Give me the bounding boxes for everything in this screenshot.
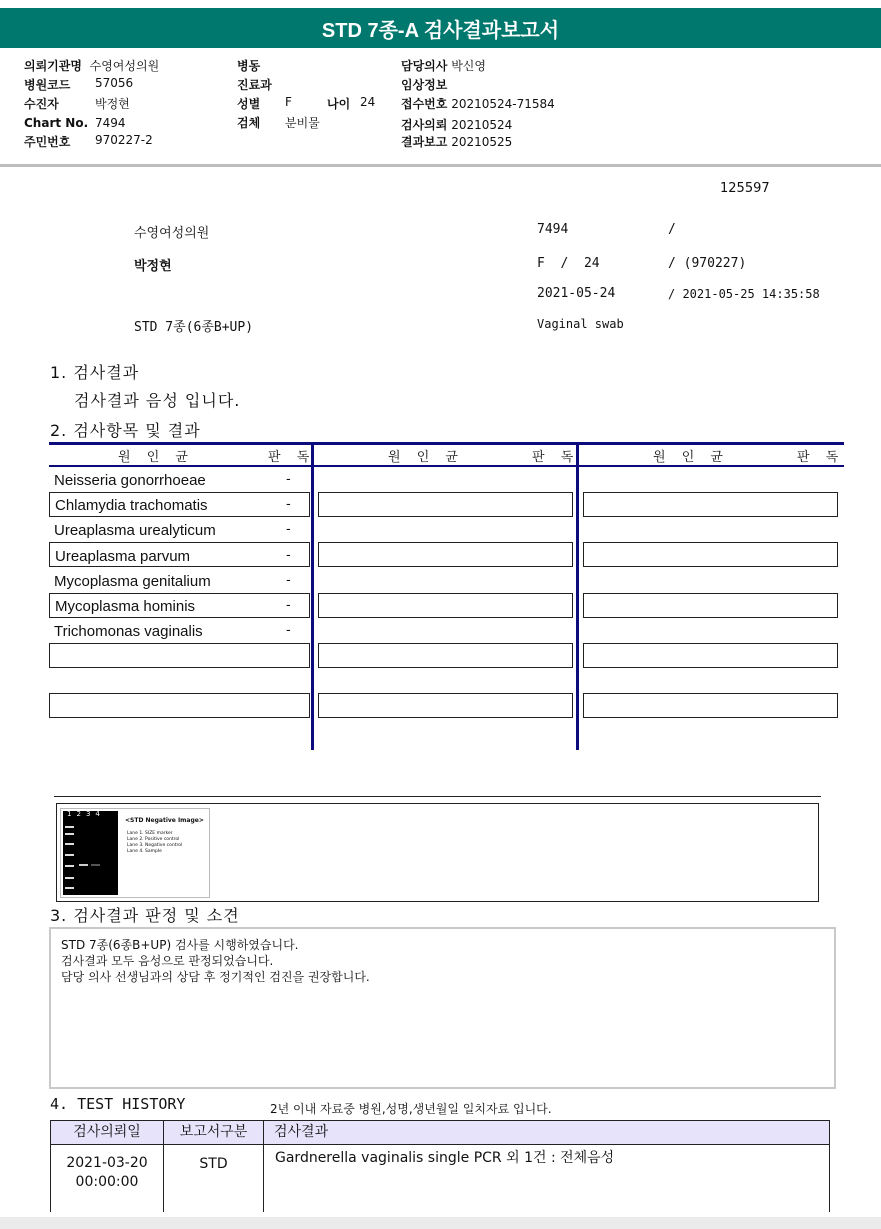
history-table bbox=[50, 1120, 830, 1212]
history-right-border bbox=[829, 1144, 830, 1212]
empty-cell bbox=[318, 593, 573, 618]
print-request-date: 2021-05-24 bbox=[537, 286, 616, 301]
request-row: 검사의뢰 20210524 bbox=[401, 118, 513, 132]
print-slash: / bbox=[668, 222, 676, 237]
col-reading-2: 판 독 bbox=[532, 450, 580, 465]
organism-result: - bbox=[286, 522, 291, 537]
hospital-code-value: 57056 bbox=[95, 76, 134, 90]
empty-cell bbox=[318, 643, 573, 668]
table-divider-2 bbox=[576, 442, 579, 750]
empty-cell bbox=[583, 643, 838, 668]
col-organism-2: 원 인 균 bbox=[388, 450, 464, 465]
print-id: 125597 bbox=[720, 181, 770, 196]
empty-cell bbox=[583, 542, 838, 567]
history-col-type: 보고서구분 bbox=[163, 1120, 264, 1145]
header-divider bbox=[0, 164, 881, 167]
resident-label: 주민번호 bbox=[24, 135, 71, 149]
ward-label: 병동 bbox=[237, 59, 261, 73]
doctor-row: 담당의사 박신영 bbox=[401, 59, 486, 73]
empty-cell bbox=[49, 643, 310, 668]
opinion-box bbox=[49, 927, 836, 1089]
organism-result: - bbox=[286, 497, 291, 512]
empty-cell bbox=[583, 593, 838, 618]
organism-result: - bbox=[286, 598, 291, 613]
sex-label: 성별 bbox=[237, 97, 261, 111]
print-specimen: Vaginal swab bbox=[537, 317, 624, 331]
receipt-row: 접수번호 20210524-71584 bbox=[401, 97, 555, 111]
table-top-rule bbox=[49, 442, 844, 445]
organism-name: Ureaplasma urealyticum bbox=[54, 522, 216, 539]
section1-heading: 1. 검사결과 bbox=[50, 363, 140, 382]
print-dob: / (970227) bbox=[668, 256, 747, 271]
report-row: 결과보고 20210525 bbox=[401, 135, 513, 149]
gel-title: <STD Negative Image> bbox=[125, 817, 204, 824]
gel-top-rule bbox=[54, 796, 821, 797]
section2-heading: 2. 검사항목 및 결과 bbox=[50, 421, 201, 440]
chart-value: 7494 bbox=[95, 116, 126, 130]
empty-cell bbox=[583, 492, 838, 517]
col-reading-1: 판 독 bbox=[268, 450, 316, 465]
opinion-line: 담당 의사 선생님과의 상담 후 정기적인 검진을 권장합니다. bbox=[61, 970, 370, 984]
specimen-value: 분비물 bbox=[285, 116, 320, 130]
organism-result: - bbox=[286, 623, 291, 638]
history-col-result: 검사결과 bbox=[263, 1120, 830, 1145]
gel-legend: Lane 1. SIZE marker Lane 2. Positive control Lane 3. Negative control Lane 4. Sample bbox=[127, 831, 183, 854]
page-bottom-bar bbox=[0, 1217, 881, 1229]
organism-name: Neisseria gonorrhoeae bbox=[54, 472, 206, 489]
hospital-code-row: 병원코드 bbox=[24, 78, 71, 92]
report-title: STD 7종-A 검사결과보고서 bbox=[0, 8, 881, 48]
history-note: 2년 이내 자료중 병원,성명,생년월일 일치자료 입니다. bbox=[270, 1102, 552, 1116]
organism-result: - bbox=[286, 472, 291, 487]
print-clinic: 수영여성의원 bbox=[134, 226, 210, 241]
col-organism-3: 원 인 균 bbox=[653, 450, 729, 465]
col-organism-1: 원 인 균 bbox=[118, 450, 194, 465]
institution-row: 의뢰기관명 수영여성의원 bbox=[24, 59, 160, 73]
history-type-cell: STD bbox=[199, 1156, 228, 1172]
sex-value: F bbox=[285, 95, 292, 109]
empty-cell bbox=[318, 492, 573, 517]
organism-name: Mycoplasma genitalium bbox=[54, 573, 211, 590]
gel-lane-numbers: 1234 bbox=[67, 810, 105, 818]
col-reading-3: 판 독 bbox=[797, 450, 845, 465]
patient-row-label: 수진자 bbox=[24, 97, 59, 111]
organism-name: Chlamydia trachomatis bbox=[55, 497, 208, 514]
organism-name: Ureaplasma parvum bbox=[55, 548, 191, 565]
specimen-label: 검체 bbox=[237, 116, 261, 130]
organism-result: - bbox=[286, 573, 291, 588]
organism-name: Trichomonas vaginalis bbox=[54, 623, 203, 640]
dept-label: 진료과 bbox=[237, 78, 272, 92]
history-col-date: 검사의뢰일 bbox=[50, 1120, 164, 1145]
gel-image bbox=[60, 808, 210, 898]
resident-value: 970227-2 bbox=[95, 133, 153, 147]
patient-value: 박정현 bbox=[95, 97, 130, 111]
table-divider-1 bbox=[311, 442, 314, 750]
empty-cell bbox=[49, 693, 310, 718]
opinion-line: STD 7종(6종B+UP) 검사를 시행하였습니다. bbox=[61, 938, 299, 952]
section3-heading: 3. 검사결과 판정 및 소견 bbox=[50, 906, 240, 925]
section4-heading: 4. TEST HISTORY bbox=[50, 1095, 186, 1113]
chart-label: Chart No. bbox=[24, 116, 89, 130]
empty-cell bbox=[318, 693, 573, 718]
history-divider bbox=[263, 1144, 264, 1212]
print-sex-age: F / 24 bbox=[537, 256, 600, 271]
empty-cell bbox=[583, 693, 838, 718]
age-label: 나이 bbox=[327, 97, 351, 111]
organism-result: - bbox=[286, 548, 291, 563]
opinion-line: 검사결과 모두 음성으로 판정되었습니다. bbox=[61, 954, 274, 968]
clinical-label: 임상정보 bbox=[401, 78, 448, 92]
age-value: 24 bbox=[360, 95, 376, 109]
history-date-cell: 2021-03-20 00:00:00 bbox=[66, 1155, 148, 1190]
organism-name: Mycoplasma hominis bbox=[55, 598, 196, 615]
print-name: 박정현 bbox=[134, 259, 172, 274]
print-test-name: STD 7종(6종B+UP) bbox=[134, 320, 254, 335]
section1-text: 검사결과 음성 입니다. bbox=[74, 391, 241, 410]
print-report-datetime: / 2021-05-25 14:35:58 bbox=[668, 287, 820, 301]
empty-cell bbox=[318, 542, 573, 567]
table-header-rule bbox=[49, 465, 844, 467]
history-result-cell: Gardnerella vaginalis single PCR 외 1건 : 전체음성 bbox=[275, 1150, 615, 1166]
print-chart: 7494 bbox=[537, 222, 569, 237]
